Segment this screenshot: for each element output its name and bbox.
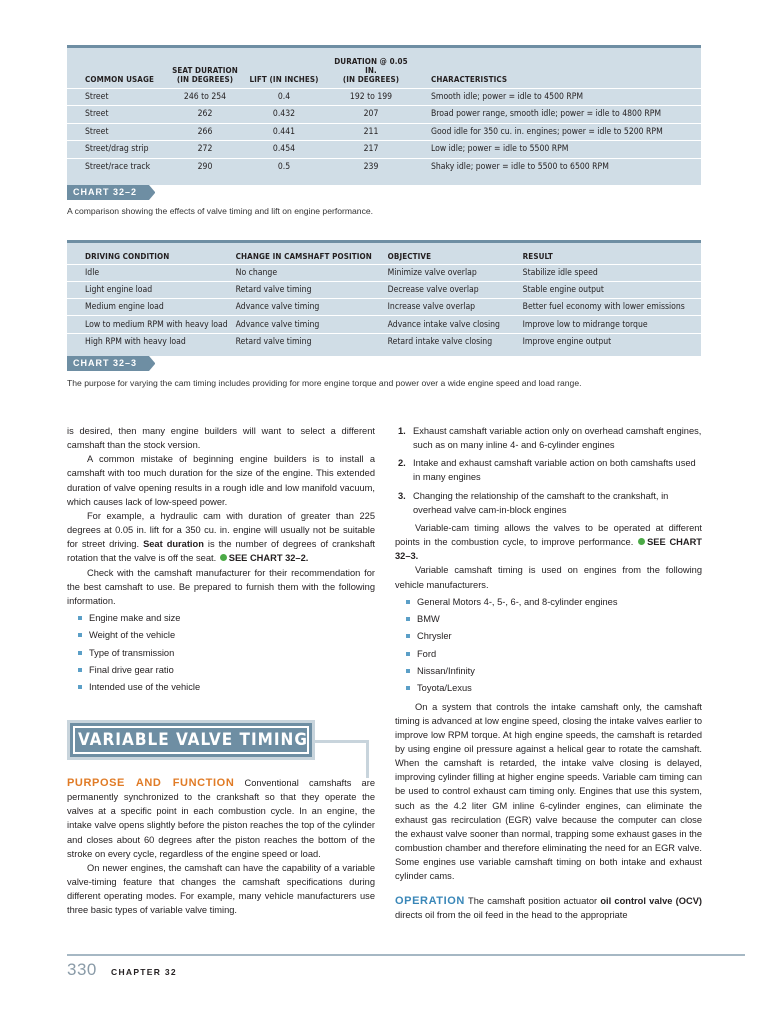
table-cell: 0.5 — [243, 158, 325, 176]
term-seat-duration: Seat duration — [143, 539, 204, 550]
see-chart-link[interactable]: SEE CHART 32–2. — [228, 553, 309, 564]
table-row — [67, 299, 701, 316]
list-item-text: Ford — [417, 648, 437, 659]
table-cell: 0.454 — [243, 141, 325, 159]
table-cell: Retard valve timing — [232, 333, 384, 350]
table-cell: 217 — [325, 141, 417, 159]
table-cell: 0.4 — [243, 88, 325, 106]
table-cell: Shaky idle; power = idle to 5500 to 6500 RPM — [417, 158, 701, 176]
list-item-text: Engine make and size — [89, 613, 181, 624]
bullet-square-icon — [406, 617, 410, 621]
bullet-square-icon — [406, 686, 410, 690]
numbered-item — [395, 456, 702, 484]
list-item-text: Weight of the vehicle — [89, 630, 176, 641]
table-cell: Street/drag strip — [67, 141, 167, 159]
table-cell: 246 to 254 — [167, 88, 243, 106]
table-cell: Stabilize idle speed — [519, 264, 701, 281]
table-cell: Street — [67, 88, 167, 106]
list-item-text: Chrysler — [417, 631, 452, 642]
table-row — [67, 123, 701, 141]
bullet-square-icon — [78, 633, 82, 637]
header-change-camshaft: CHANGE IN CAMSHAFT POSITION — [235, 251, 372, 261]
list-item-text: Final drive gear ratio — [89, 664, 174, 675]
table-cell: Idle — [67, 264, 232, 281]
chapter-label: CHAPTER 32 — [111, 967, 177, 977]
list-item-text: Toyota/Lexus — [417, 683, 472, 694]
list-item — [67, 645, 375, 662]
table-header-row — [67, 48, 701, 88]
item-text: Changing the relationship of the camshaft to the crankshaft, in overhead valve cam-in-block engines — [413, 490, 669, 515]
subheading-purpose: PURPOSE AND FUNCTION — [67, 777, 235, 789]
table-cell: 290 — [167, 158, 243, 176]
table-row — [67, 88, 701, 106]
page-number: 330 — [67, 960, 97, 979]
table-cell: Low to medium RPM with heavy load — [67, 316, 232, 333]
list-item — [67, 627, 375, 644]
header-result: RESULT — [522, 251, 553, 261]
table-cell: 0.441 — [243, 123, 325, 141]
list-item — [395, 611, 702, 628]
table-cell: 211 — [325, 123, 417, 141]
paragraph: Check with the camshaft manufacturer for their recommendation for the best camshaft to use. Be prepared to furnish them with the following information. — [67, 567, 375, 606]
list-item — [395, 663, 702, 680]
section-connector-line — [315, 740, 369, 743]
table-cell: Improve engine output — [519, 333, 701, 350]
section-connector-line — [366, 740, 369, 778]
table-cell: Low idle; power = idle to 5500 RPM — [417, 141, 701, 159]
list-item-text: BMW — [417, 614, 440, 625]
list-item-text: Intended use of the vehicle — [89, 682, 201, 693]
table-row — [67, 281, 701, 298]
paragraph: OPERATION The camshaft position actuator oil control valve (OCV) directs oil from the oil feed in the head to the appropriate — [395, 894, 703, 920]
header-lift: LIFT (IN INCHES) — [249, 74, 319, 84]
table-cell: Minimize valve overlap — [384, 264, 519, 281]
see-chart-link[interactable]: SEE CHART 32–3. — [395, 537, 702, 562]
table-cell: Better fuel economy with lower emissions — [519, 299, 701, 316]
table-cell: 272 — [167, 141, 243, 159]
table-cell: 207 — [325, 106, 417, 124]
numbered-list — [395, 424, 702, 517]
paragraph: A common mistake of beginning engine builders is to install a camshaft with too much duration for the size of the engine. This extended duration of valve opening results in a rough idle and low manifold vacuum, which causes lack of low-speed power. — [67, 454, 375, 507]
table-cell: Improve low to midrange torque — [519, 316, 701, 333]
table-row — [67, 333, 701, 350]
bullet-square-icon — [406, 600, 410, 604]
numbered-item — [395, 489, 702, 517]
table-cell: Good idle for 350 cu. in. engines; power = idle to 5200 RPM — [417, 123, 701, 141]
bullet-list — [395, 594, 702, 698]
table-cell: Stable engine output — [519, 281, 701, 298]
chart-label-tail — [149, 356, 155, 371]
table-cell: Street/race track — [67, 158, 167, 176]
section-title: VARIABLE VALVE TIMING — [78, 730, 308, 750]
bullet-square-icon — [78, 651, 82, 655]
table-cell: Light engine load — [67, 281, 232, 298]
chart-label-tail — [149, 185, 155, 200]
subheading-operation: OPERATION — [395, 894, 465, 907]
header-driving-condition: DRIVING CONDITION — [85, 251, 170, 261]
table-row — [67, 106, 701, 124]
see-reference-dot-icon — [638, 538, 645, 545]
table-cell: Medium engine load — [67, 299, 232, 316]
table-header-row — [67, 243, 701, 264]
paragraph: For example, a hydraulic cam with duration of greater than 225 degrees at 0.05 in. lift for a 350 cu. in. engine will usually not be suitable for street driving. Seat duration is the number of degrees of crankshaft rotation that the valve is off the seat. SEE CHART 32–2. — [67, 510, 376, 564]
table-row — [67, 316, 701, 333]
chart-caption: The purpose for varying the cam timing includes providing for more engine torque and power over a wide engine speed and load range. — [67, 378, 582, 388]
list-item-text: General Motors 4-, 5-, 6-, and 8-cylinder engines — [417, 596, 618, 607]
bullet-square-icon — [78, 685, 82, 689]
table-cell: Retard valve timing — [232, 281, 384, 298]
right-column — [395, 424, 702, 922]
bullet-list — [67, 610, 375, 696]
chart-label: CHART 32–3 — [67, 356, 149, 371]
bullet-square-icon — [406, 634, 410, 638]
item-text: Exhaust camshaft variable action only on overhead camshaft engines, such as on many inline 4- and 6-cylinder engines — [413, 426, 702, 451]
item-number: 3. — [398, 490, 406, 501]
list-item — [67, 662, 375, 679]
list-item — [395, 646, 702, 663]
bullet-square-icon — [406, 652, 410, 656]
chart-32-3-table — [67, 240, 701, 356]
table-row — [67, 264, 701, 281]
table-cell: Broad power range, smooth idle; power = idle to 4800 RPM — [417, 106, 701, 124]
chart-label: CHART 32–2 — [67, 185, 149, 200]
paragraph: On a system that controls the intake camshaft only, the camshaft timing is advanced at low engine speed, closing the intake valves earlier to improve low RPM torque. At high engine speeds, the camshaft is retarded by using engine oil pressure against a helical gear to rotate the camshaft. When the camshaft is retarded, the intake valve closing is delayed, improving cylinder filling at higher engine speeds. Variable cam timing can be used to control exhaust cam timing only. Engines that use this system, such as the 4.2 liter GM inline 6-cylinder engines, can eliminate the exhaust gas recirculation (EGR) valve because the computer can close the exhaust valve sooner than normal, trapping some exhaust gases in the combustion chamber and therefore eliminating the need for an EGR valve. Some engines use variable camshaft timing on both intake and exhaust cylinder cams. — [395, 701, 702, 882]
paragraph: is desired, then many engine builders will want to select a different camshaft than the stock version. — [67, 426, 375, 451]
table-row — [67, 158, 701, 176]
table-cell: High RPM with heavy load — [67, 333, 232, 350]
table-cell: 262 — [167, 106, 243, 124]
paragraph: Variable-cam timing allows the valves to be operated at different points in the combustion cycle, to improve performance. SEE CHART 32–3. — [395, 522, 702, 562]
term-ocv: oil control valve (OCV) — [600, 895, 703, 906]
list-item — [395, 680, 702, 697]
table-cell: Decrease valve overlap — [384, 281, 519, 298]
list-item — [395, 628, 702, 645]
purpose-section — [67, 776, 375, 918]
table-cell: 0.432 — [243, 106, 325, 124]
table-cell: 266 — [167, 123, 243, 141]
header-characteristics: CHARACTERISTICS — [431, 74, 508, 84]
bullet-square-icon — [78, 668, 82, 672]
chart-caption: A comparison showing the effects of valve timing and lift on engine performance. — [67, 206, 374, 216]
table-cell: Advance valve timing — [232, 299, 384, 316]
chart-32-2-table — [67, 45, 701, 185]
table-cell: 239 — [325, 158, 417, 176]
header-duration-005: DURATION @ 0.05 IN. (IN DEGREES) — [334, 56, 408, 84]
table-cell: Smooth idle; power = idle to 4500 RPM — [417, 88, 701, 106]
left-column — [67, 424, 375, 699]
paragraph: PURPOSE AND FUNCTION Conventional camshafts are permanently synchronized to the crankshaft so that they operate the valves at a specific point in each combustion cycle. In an engine, the intake valve opens slightly before the piston reaches the top of the cylinder and closes about 60 degrees after the piston reaches the bottom of the stroke on every cycle, regardless of the engine speed or load. — [67, 777, 375, 859]
footer-rule — [67, 954, 745, 956]
list-item — [67, 679, 375, 696]
bullet-square-icon — [406, 669, 410, 673]
list-item-text: Nissan/Infinity — [417, 665, 475, 676]
section-header-bar — [67, 720, 315, 760]
table-cell: Advance intake valve closing — [384, 316, 519, 333]
paragraph: Variable camshaft timing is used on engines from the following vehicle manufacturers. — [395, 565, 702, 590]
table-cell: Retard intake valve closing — [384, 333, 519, 350]
header-objective: OBJECTIVE — [387, 251, 432, 261]
bullet-square-icon — [78, 616, 82, 620]
list-item — [67, 610, 375, 627]
list-item-text: Type of transmission — [89, 647, 175, 658]
list-item — [395, 594, 702, 611]
item-text: Intake and exhaust camshaft variable action on both camshafts used in many engines — [413, 458, 696, 483]
item-number: 1. — [398, 426, 406, 436]
table-cell: Increase valve overlap — [384, 299, 519, 316]
table-row — [67, 141, 701, 159]
table-cell: No change — [232, 264, 384, 281]
item-number: 2. — [398, 458, 406, 469]
table-cell: Street — [67, 123, 167, 141]
header-seat-duration: SEAT DURATION (IN DEGREES) — [172, 65, 238, 84]
table-cell: Advance valve timing — [232, 316, 384, 333]
numbered-item — [395, 424, 702, 452]
header-common-usage: COMMON USAGE — [85, 74, 154, 84]
see-reference-dot-icon — [220, 554, 227, 561]
paragraph: On newer engines, the camshaft can have the capability of a variable valve-timing feature that changes the camshaft specifications during different operating modes. For example, many vehicle manufacturers use three basic types of variable valve timing. — [67, 862, 375, 916]
table-cell: 192 to 199 — [325, 88, 417, 106]
table-cell: Street — [67, 106, 167, 124]
